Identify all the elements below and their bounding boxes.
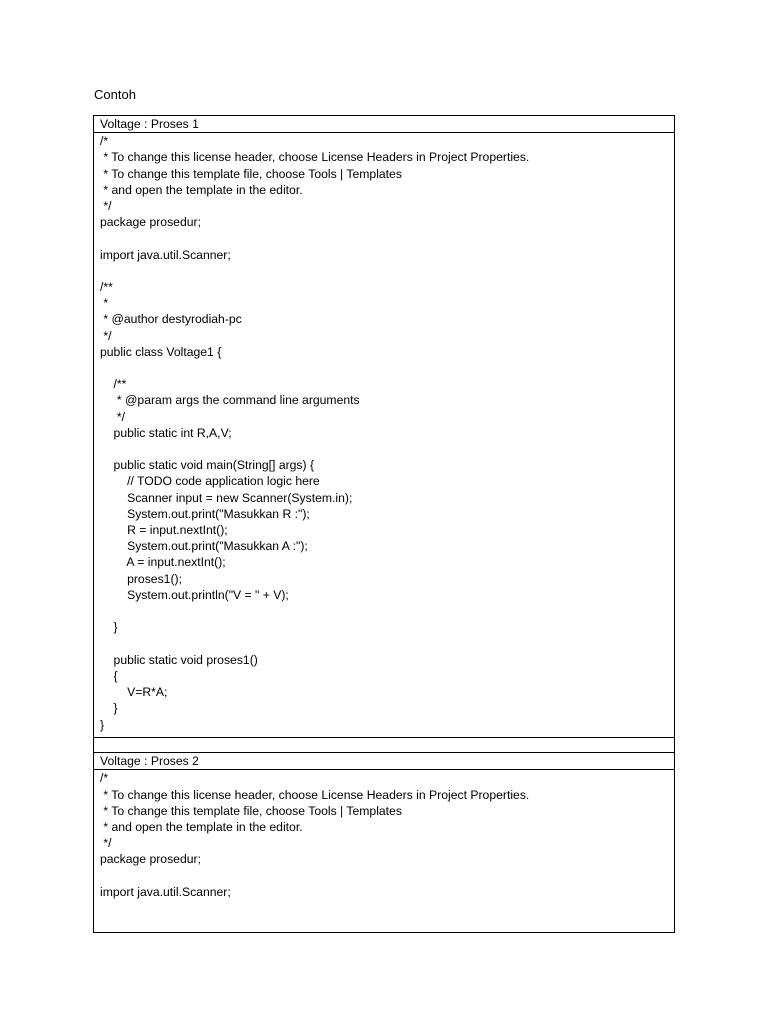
- code-block-proses-2: /* * To change this license header, choose License Headers in Project Properties. * To change this template file, choose Tools | Templates * and open the template in the editor. */ package prosedur; import java.util.Scanner;: [94, 770, 675, 933]
- code-block-proses-1: /* * To change this license header, choose License Headers in Project Properties. * To change this template file, choose Tools | Templates * and open the template in the editor. */ package prosedur; import java.util.Scanner; /** * * @author destyrodiah-pc */ public class Voltage1 { /** * @param args the command line arguments */ public static int R,A,V; public static void main(String[] args) { // TODO code application logic here Scanner input = new Scanner(System.in); System.out.print("Masukkan R :"); R = input.nextInt(); System.out.print("Masukkan A :"); A = input.nextInt(); proses1(); System.out.println("V = " + V); } public static void proses1() { V=R*A; } }: [94, 133, 675, 738]
- empty-row: [94, 738, 675, 753]
- section-title-proses-1: Voltage : Proses 1: [94, 116, 675, 133]
- table-row: [94, 770, 675, 933]
- table-row: [94, 116, 675, 133]
- table-row: [94, 738, 675, 753]
- section-title-proses-2: Voltage : Proses 2: [94, 753, 675, 770]
- document-heading: Contoh: [94, 87, 136, 102]
- table-row: [94, 753, 675, 770]
- table-row: [94, 133, 675, 738]
- code-listing-table: [93, 115, 675, 933]
